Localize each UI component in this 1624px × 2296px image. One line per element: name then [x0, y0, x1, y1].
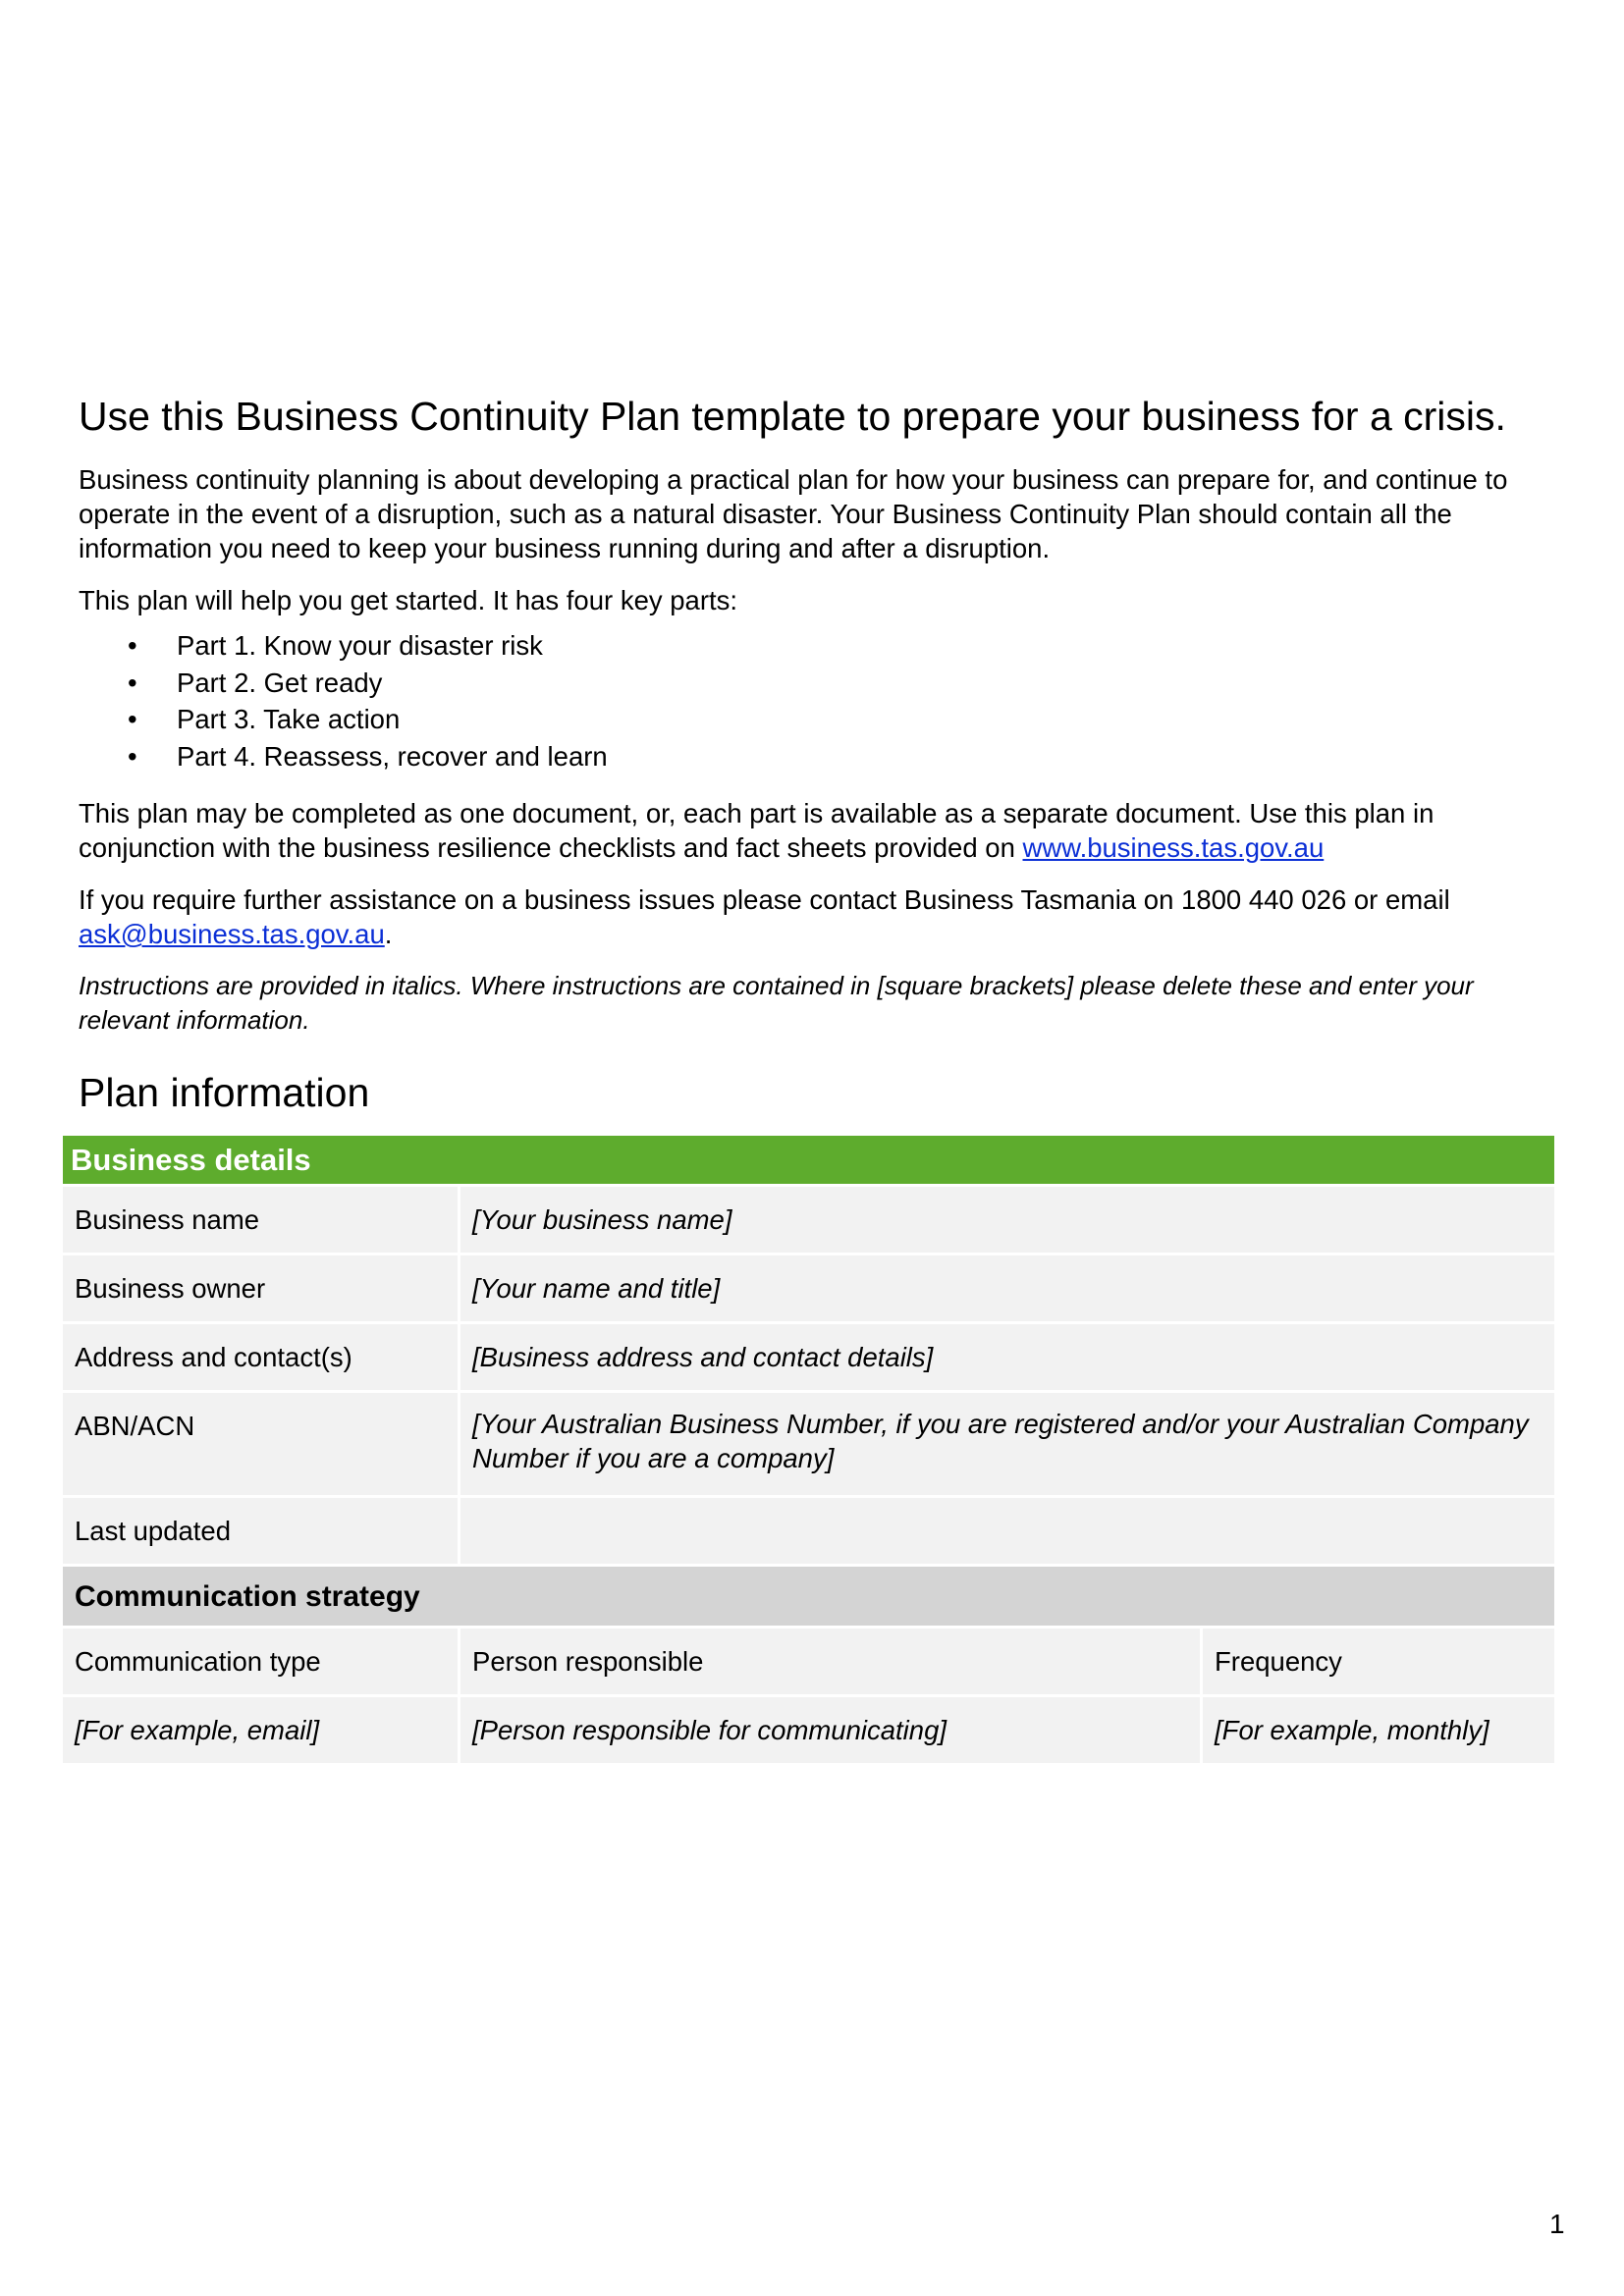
bullet-icon: • — [128, 740, 137, 772]
table-row — [63, 1187, 1554, 1253]
table-row — [63, 1255, 1554, 1321]
business-website-link[interactable]: www.business.tas.gov.au — [1022, 832, 1325, 864]
assistance-paragraph: If you require further assistance on a business issues please contact Business Tasmania on 1800 440 026 or email ask@business.tas.gov.au. — [79, 884, 1450, 950]
intro-paragraph: Business continuity planning is about developing a practical plan for how your business can prepare for, and continue to operate in the event of a disruption, such as a natural disaster. Your Business Continuity Plan should contain all the information you need to keep your business running during and after a disruption. — [79, 464, 1508, 564]
person-responsible-field[interactable]: [Person responsible for communicating] — [460, 1697, 1200, 1763]
last-updated-field[interactable] — [460, 1498, 1554, 1564]
communication-type-field[interactable]: [For example, email] — [63, 1697, 458, 1763]
column-header: Communication type — [63, 1629, 458, 1694]
row-label: Address and contact(s) — [63, 1324, 458, 1390]
row-label: ABN/ACN — [63, 1393, 458, 1495]
business-owner-field[interactable]: [Your name and title] — [460, 1255, 1554, 1321]
table-row — [63, 1498, 1554, 1564]
plan-information-table — [60, 1133, 1557, 1766]
business-details-header: Business details — [63, 1136, 1554, 1184]
list-item: • Part 1. Know your disaster risk — [79, 627, 1551, 665]
list-item: • Part 2. Get ready — [79, 665, 1551, 702]
email-link[interactable]: ask@business.tas.gov.au — [79, 919, 385, 950]
bullet-icon: • — [128, 667, 137, 698]
table-row — [63, 1697, 1554, 1763]
column-header: Person responsible — [460, 1629, 1200, 1694]
row-label: Last updated — [63, 1498, 458, 1564]
address-contact-field[interactable]: [Business address and contact details] — [460, 1324, 1554, 1390]
parts-list — [79, 627, 1551, 774]
row-label: Business name — [63, 1187, 458, 1253]
section-title: Plan information — [79, 1070, 370, 1116]
table-row — [63, 1393, 1554, 1495]
instructions-note: Instructions are provided in italics. Where instructions are contained in [square brackets] please delete these and enter your relevant information. — [79, 971, 1474, 1036]
bullet-icon: • — [128, 630, 137, 662]
frequency-field[interactable]: [For example, monthly] — [1203, 1697, 1554, 1763]
column-header: Frequency — [1203, 1629, 1554, 1694]
table-row — [63, 1629, 1554, 1694]
list-item: • Part 3. Take action — [79, 701, 1551, 738]
bullet-icon: • — [128, 704, 137, 735]
communication-strategy-header-row — [63, 1567, 1554, 1626]
document-content — [79, 393, 1551, 1133]
table-row — [63, 1324, 1554, 1390]
business-name-field[interactable]: [Your business name] — [460, 1187, 1554, 1253]
business-details-header-row — [63, 1136, 1554, 1184]
parts-intro: This plan will help you get started. It has four key parts: — [79, 585, 738, 616]
page-headline: Use this Business Continuity Plan template to prepare your business for a crisis. — [79, 394, 1506, 439]
list-item: • Part 4. Reassess, recover and learn — [79, 738, 1551, 775]
page-number: 1 — [1549, 2209, 1565, 2239]
usage-paragraph: This plan may be completed as one document, or, each part is available as a separate document. Use this plan in conjunction with the business resilience checklists and fact sheets provided on www.business.tas.gov.au — [79, 798, 1435, 864]
row-label: Business owner — [63, 1255, 458, 1321]
abn-acn-field[interactable]: [Your Australian Business Number, if you are registered and/or your Australian Company Number if you are a company] — [460, 1393, 1554, 1495]
communication-strategy-header: Communication strategy — [63, 1567, 1554, 1626]
